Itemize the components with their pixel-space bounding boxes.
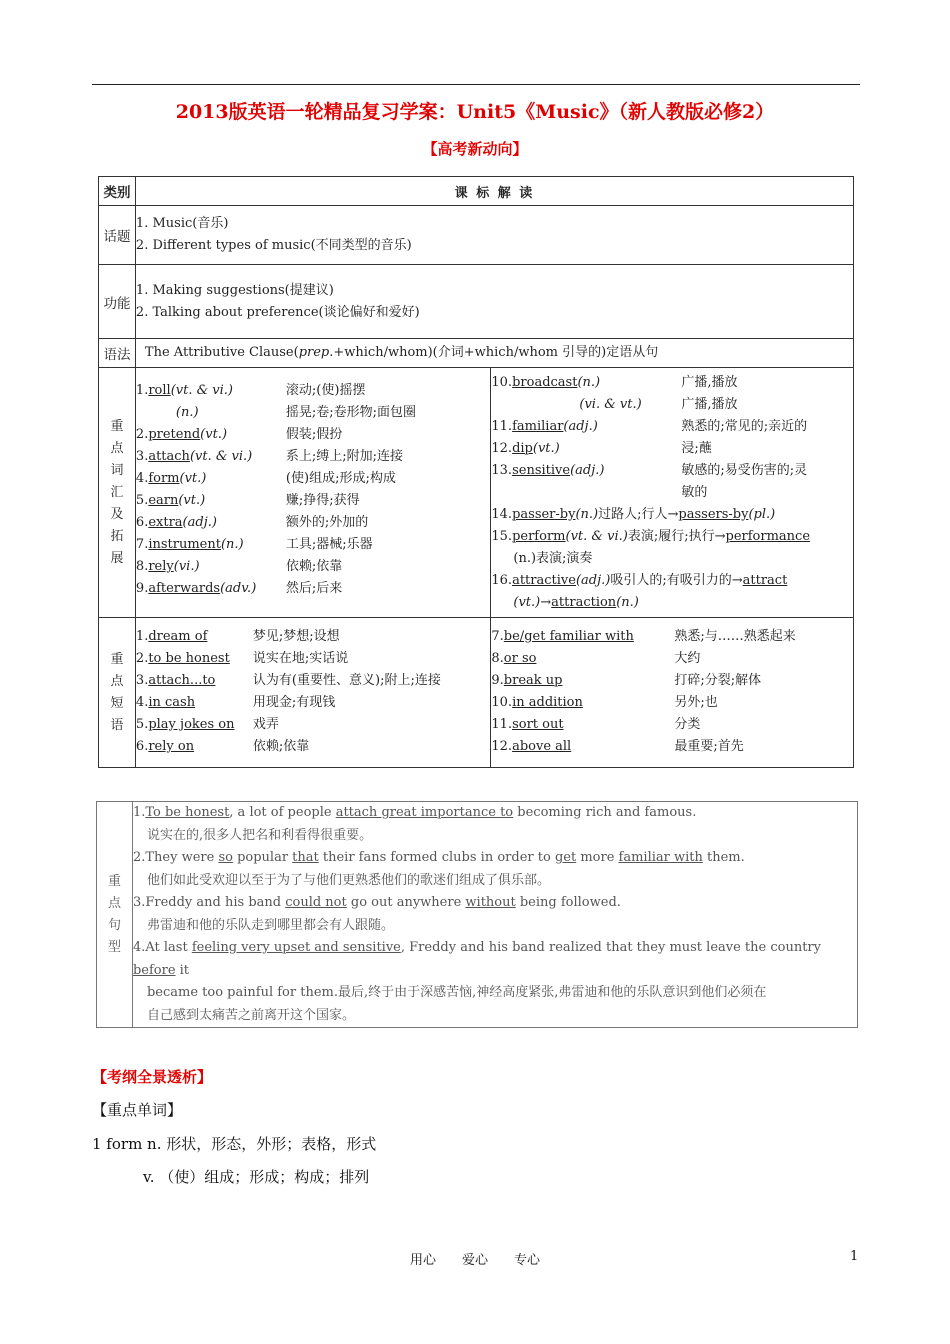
- vocab-pos: (vi.): [173, 559, 200, 574]
- sentence-2: [133, 847, 857, 870]
- grammar-row: [99, 339, 854, 368]
- phrase-text: be/get familiar with: [503, 629, 634, 644]
- vocabulary-label-char: 词: [110, 462, 124, 478]
- vocab-item-continued: (n.)表演;演奏: [513, 551, 593, 566]
- vocab-pos: (adj.): [570, 463, 605, 478]
- sentence-label-char: 型: [107, 939, 121, 955]
- phrase-meaning: 说实在地;实话说: [252, 651, 349, 666]
- vocab-pos: (adj.): [575, 573, 611, 588]
- topic-row: [99, 206, 854, 265]
- vocabulary-label-char: 点: [110, 440, 124, 456]
- phrases-right-list: [491, 618, 854, 768]
- key-phrase: that: [292, 850, 319, 865]
- sentence-text: go out anywhere: [346, 895, 466, 910]
- vocab-word: sensitive: [512, 463, 571, 478]
- sentence-text: , Freddy and his band realized that they must leave the country: [400, 940, 821, 955]
- phrase-text: attach...to: [148, 673, 216, 688]
- phrase-meaning: 熟悉;与……熟悉起来: [674, 629, 796, 644]
- sentence-2-translation: 他们如此受欢迎以至于为了与他们更熟悉他们的歌迷们组成了俱乐部。: [146, 872, 550, 888]
- vocab-word: broadcast: [512, 375, 578, 390]
- grammar-content: [135, 339, 853, 368]
- vocab-pos: (vt.): [179, 471, 207, 486]
- sentence-num: 4.: [132, 940, 146, 955]
- function-line-1: 1. Making suggestions(提建议): [135, 282, 334, 298]
- phrase-item: [136, 626, 490, 648]
- vocabulary-label: [99, 368, 136, 618]
- phrase-meaning: 打碎;分裂;解体: [674, 673, 762, 688]
- vocab-meaning: 吸引人的;有吸引力的: [610, 573, 732, 588]
- vocabulary-label-char: 重: [110, 418, 124, 434]
- vocab-word: attach: [148, 449, 190, 464]
- sentence-patterns-table: [96, 801, 858, 1028]
- phrase-num: 9.: [491, 673, 504, 688]
- phrase-meaning: 依赖;依靠: [252, 739, 310, 754]
- phrase-item: [491, 626, 853, 648]
- phrase-item: [136, 714, 490, 736]
- vocab-word: instrument: [148, 537, 221, 552]
- page-footer: 用心 爱心 专心: [409, 1253, 540, 1268]
- sentence-1-translation: 说实在的,很多人把名和利看得很重要。: [146, 827, 373, 843]
- phrase-text: dream of: [148, 629, 208, 644]
- phrase-item: [136, 736, 490, 758]
- phrase-num: 8.: [491, 651, 504, 666]
- vocab-word: afterwards: [148, 581, 221, 596]
- sentence-patterns-row: [97, 802, 858, 1028]
- word-entry-form-verb: v. （使）组成；形成；构成；排列: [143, 1168, 370, 1186]
- topic-line-1: 1. Music(音乐): [135, 216, 229, 231]
- topic-content: [135, 206, 853, 265]
- vocab-derived-word: attraction: [551, 595, 617, 610]
- phrase-meaning: 大约: [674, 651, 701, 666]
- vocab-meaning: (使)组成;形成;构成: [285, 471, 396, 486]
- grammar-text-b: +which/whom)(介词+which/whom 引导的)定语从句: [333, 345, 659, 360]
- vocab-pos: (vi. & vt.): [579, 397, 642, 412]
- grammar-text-prep: prep.: [298, 345, 334, 360]
- sentence-label-char: 点: [107, 895, 121, 911]
- vocab-num: 3.: [135, 449, 149, 464]
- vocab-item: [136, 512, 490, 534]
- vocab-num: 7.: [135, 537, 149, 552]
- sentence-text: They were: [145, 850, 219, 865]
- vocab-item: [136, 534, 490, 556]
- page-title: 2013版英语一轮精品复习学案：Unit5《Music》（新人教版必修2）: [175, 101, 775, 123]
- vocab-num: 9.: [135, 581, 149, 596]
- function-row: [99, 265, 854, 339]
- phrase-num: 2.: [135, 651, 149, 666]
- vocab-pos: (n.): [175, 405, 199, 420]
- phrases-label-char: 短: [110, 695, 124, 711]
- phrases-left-list: [135, 618, 490, 768]
- sentence-num: 3.: [132, 895, 146, 910]
- vocab-word: passer-by: [512, 507, 576, 522]
- vocab-item: [491, 438, 853, 460]
- phrase-meaning: 分类: [674, 717, 701, 732]
- vocab-item: [491, 570, 853, 592]
- sentence-1: [133, 802, 857, 825]
- sentence-text: their fans formed clubs in order to: [318, 850, 555, 865]
- vocab-meaning: 广播,播放: [681, 397, 738, 412]
- function-line-2: 2. Talking about preference(谈论偏好和爱好): [135, 304, 420, 320]
- arrow-icon: →: [731, 573, 743, 588]
- phrase-text: in cash: [148, 695, 196, 710]
- sentence-text: them.: [702, 850, 745, 865]
- phrase-text: rely on: [148, 739, 195, 754]
- phrase-item: [136, 670, 490, 692]
- section-heading-exam-outline: 【考纲全景透析】: [92, 1068, 213, 1086]
- key-phrase: familiar with: [618, 850, 703, 865]
- phrase-item: [491, 736, 853, 758]
- vocab-meaning: 过路人;行人: [598, 507, 668, 522]
- key-phrase: feeling very upset and sensitive: [191, 940, 401, 955]
- vocab-item: [136, 402, 490, 424]
- sentence-text: more: [576, 850, 619, 865]
- sentence-text: popular: [232, 850, 293, 865]
- page-number: 1: [850, 1249, 859, 1264]
- phrase-item: [491, 692, 853, 714]
- vocab-item: [491, 416, 853, 438]
- sentence-label-char: 重: [107, 873, 121, 889]
- vocab-num: 14.: [491, 507, 513, 522]
- sentence-4: [133, 937, 857, 982]
- phrase-text: above all: [512, 739, 572, 754]
- vocab-num: 13.: [491, 463, 513, 478]
- vocab-num: 8.: [135, 559, 149, 574]
- vocabulary-label-char: 及: [110, 506, 124, 522]
- vocab-item: [491, 482, 853, 504]
- phrase-num: 10.: [491, 695, 513, 710]
- vocab-item-continued: (vt.)→attraction(n.): [513, 595, 639, 610]
- phrases-label-char: 点: [110, 673, 124, 689]
- phrase-meaning: 用现金;有现钱: [252, 695, 336, 710]
- vocab-num: 2.: [135, 427, 149, 442]
- vocab-num: 15.: [491, 529, 513, 544]
- vocab-item: [491, 372, 853, 394]
- vocab-word: rely: [148, 559, 174, 574]
- vocab-meaning: 系上;缚上;附加;连接: [285, 449, 404, 464]
- phrase-text: to be honest: [148, 651, 230, 666]
- phrase-num: 12.: [491, 739, 513, 754]
- phrase-text: in addition: [512, 695, 583, 710]
- key-phrase: To be honest: [145, 805, 230, 820]
- vocab-item: [136, 424, 490, 446]
- vocabulary-row: [99, 368, 854, 618]
- phrase-num: 5.: [135, 717, 149, 732]
- vocab-meaning: 广播,播放: [681, 375, 738, 390]
- function-label: 功能: [99, 265, 136, 339]
- vocab-meaning: 赚;挣得;获得: [285, 493, 360, 508]
- vocab-item: [136, 556, 490, 578]
- table-header-row: [99, 177, 854, 206]
- vocab-item: [136, 468, 490, 490]
- curriculum-table: [98, 176, 854, 768]
- phrases-row: [99, 618, 854, 768]
- phrase-num: 1.: [135, 629, 149, 644]
- vocab-meaning: 敏感的;易受伤害的;灵: [681, 463, 808, 478]
- phrases-label: [99, 618, 136, 768]
- vocab-pos: (adj.): [563, 419, 598, 434]
- grammar-text-a: The Attributive Clause(: [144, 345, 299, 360]
- key-phrase: get: [554, 850, 577, 865]
- vocab-word: familiar: [512, 419, 564, 434]
- phrase-num: 3.: [135, 673, 149, 688]
- vocabulary-label-char: 拓: [110, 528, 124, 544]
- sentence-3-translation: 弗雷迪和他的乐队走到哪里都会有人跟随。: [146, 917, 394, 933]
- subsection-heading-key-words: 【重点单词】: [92, 1101, 183, 1119]
- vocab-num: 4.: [135, 471, 149, 486]
- vocab-meaning: 工具;器械;乐器: [285, 537, 373, 552]
- phrase-meaning: 梦见;梦想;设想: [252, 629, 340, 644]
- phrase-num: 4.: [135, 695, 149, 710]
- vocab-word: dip: [512, 441, 533, 456]
- sentence-4-continued: became too painful for them.最后,终于由于深感苦恼,神经高度紧张,弗雷迪和他的乐队意识到他们必须在: [146, 985, 767, 1000]
- phrase-num: 6.: [135, 739, 149, 754]
- vocab-meaning: 额外的;外加的: [285, 515, 369, 530]
- vocab-word: perform: [512, 529, 566, 544]
- phrase-num: 11.: [491, 717, 513, 732]
- sentence-4-translation: 自己感到太痛苦之前离开这个国家。: [146, 1007, 355, 1023]
- vocab-meaning: 敏的: [681, 485, 708, 500]
- phrase-item: [491, 670, 853, 692]
- vocab-num: 16.: [491, 573, 513, 588]
- grammar-label: 语法: [99, 339, 136, 368]
- phrase-item: [136, 648, 490, 670]
- key-phrase: attach great importance to: [335, 805, 514, 820]
- vocab-pos: (adv.): [220, 581, 257, 596]
- vocab-meaning: 熟悉的;常见的;亲近的: [681, 419, 808, 434]
- key-phrase: without: [465, 895, 516, 910]
- topic-line-2: 2. Different types of music(不同类型的音乐): [135, 238, 412, 253]
- vocabulary-label-char: 展: [110, 550, 124, 566]
- header-category: 类别: [99, 177, 136, 206]
- vocab-num: 6.: [135, 515, 149, 530]
- vocab-num: 12.: [491, 441, 513, 456]
- vocab-item: [491, 504, 853, 526]
- phrase-meaning: 最重要;首先: [674, 739, 744, 754]
- section-heading-new-trends: 【高考新动向】: [422, 140, 528, 158]
- vocab-pos: (vt.): [513, 595, 541, 610]
- phrase-item: [491, 714, 853, 736]
- sentence-patterns-label: [97, 802, 133, 1028]
- phrase-num: 7.: [491, 629, 504, 644]
- phrase-text: play jokes on: [148, 717, 235, 732]
- phrases-label-char: 语: [110, 717, 124, 733]
- vocab-pos: (n.): [577, 375, 601, 390]
- vocab-meaning: 表演;履行;执行: [627, 529, 715, 544]
- key-phrase: could not: [285, 895, 347, 910]
- vocab-meaning: 假装;假扮: [285, 427, 343, 442]
- phrase-meaning: 戏弄: [252, 717, 279, 732]
- vocab-meaning: 然后;后来: [285, 581, 343, 596]
- vocab-word: earn: [148, 493, 179, 508]
- vocab-num: 5.: [135, 493, 149, 508]
- vocab-derived-word: performance: [725, 529, 811, 544]
- vocab-pos: (vt.): [200, 427, 228, 442]
- sentence-label-char: 句: [107, 917, 121, 933]
- vocab-num: 11.: [491, 419, 513, 434]
- vocab-pos: (n.): [220, 537, 244, 552]
- phrase-item: [491, 648, 853, 670]
- vocab-word: attractive: [512, 573, 576, 588]
- vocab-meaning: 摇晃;卷;卷形物;面包圈: [285, 405, 417, 420]
- vocabulary-label-char: 汇: [110, 484, 124, 500]
- phrase-text: break up: [503, 673, 563, 688]
- vocab-pos: (vt. & vi.): [189, 449, 253, 464]
- vocab-pos: (vt.): [532, 441, 560, 456]
- arrow-icon: →: [667, 507, 679, 522]
- phrase-meaning: 认为有(重要性、意义);附上;连接: [252, 673, 441, 688]
- arrow-icon: →: [714, 529, 726, 544]
- sentence-text: At last: [145, 940, 192, 955]
- key-phrase: before: [132, 962, 176, 978]
- vocab-word: extra: [148, 515, 183, 530]
- topic-label: 话题: [99, 206, 136, 265]
- vocab-pos: (adj.): [182, 515, 217, 530]
- vocab-pos: (vt. & vi.): [565, 529, 628, 544]
- sentence-num: 1.: [132, 805, 146, 820]
- sentence-3: [133, 892, 857, 915]
- vocabulary-right-list: [491, 368, 854, 618]
- vocab-pos: (pl.): [748, 507, 776, 522]
- sentence-num: 2.: [132, 850, 146, 865]
- vocabulary-left-list: [135, 368, 490, 618]
- vocab-item: [491, 394, 853, 416]
- key-phrase: so: [218, 850, 233, 865]
- header-rule: [92, 84, 860, 85]
- sentence-text: being followed.: [515, 895, 621, 910]
- function-content: [135, 265, 853, 339]
- phrase-text: or so: [503, 651, 537, 666]
- vocab-item: [136, 446, 490, 468]
- vocab-word: roll: [148, 383, 171, 398]
- vocab-num: 10.: [491, 375, 513, 390]
- vocab-pos: (vt. & vi.): [170, 383, 234, 398]
- vocab-word: form: [148, 471, 180, 486]
- phrases-label-char: 重: [110, 651, 124, 667]
- vocab-pos: (n.): [575, 507, 599, 522]
- header-content: 课 标 解 读: [135, 177, 853, 206]
- vocab-meaning: 依赖;依靠: [285, 559, 343, 574]
- vocab-item: [136, 578, 490, 600]
- word-entry-form: 1 form n. 形状，形态，外形；表格，形式: [92, 1135, 377, 1153]
- sentence-text: Freddy and his band: [145, 895, 286, 910]
- vocab-item: [136, 490, 490, 512]
- vocab-pos: (n.): [616, 595, 639, 610]
- vocab-pos: (vt.): [178, 493, 206, 508]
- vocab-derived-word: passers-by: [678, 507, 749, 522]
- vocab-meaning: 滚动;(使)摇摆: [285, 383, 366, 398]
- phrase-meaning: 另外;也: [674, 695, 718, 710]
- vocab-num: 1.: [135, 383, 149, 398]
- vocab-word: pretend: [148, 427, 201, 442]
- phrase-item: [136, 692, 490, 714]
- vocab-item: [136, 380, 490, 402]
- sentence-text: becoming rich and famous.: [513, 805, 697, 820]
- vocab-item: [491, 460, 853, 482]
- vocab-meaning: 浸;蘸: [681, 441, 712, 456]
- vocab-item: [491, 526, 853, 548]
- vocab-derived-word: attract: [742, 573, 788, 588]
- sentence-text: , a lot of people: [229, 805, 336, 820]
- sentence-patterns-content: [132, 802, 857, 1028]
- phrase-text: sort out: [512, 717, 564, 732]
- sentence-text: it: [175, 962, 190, 978]
